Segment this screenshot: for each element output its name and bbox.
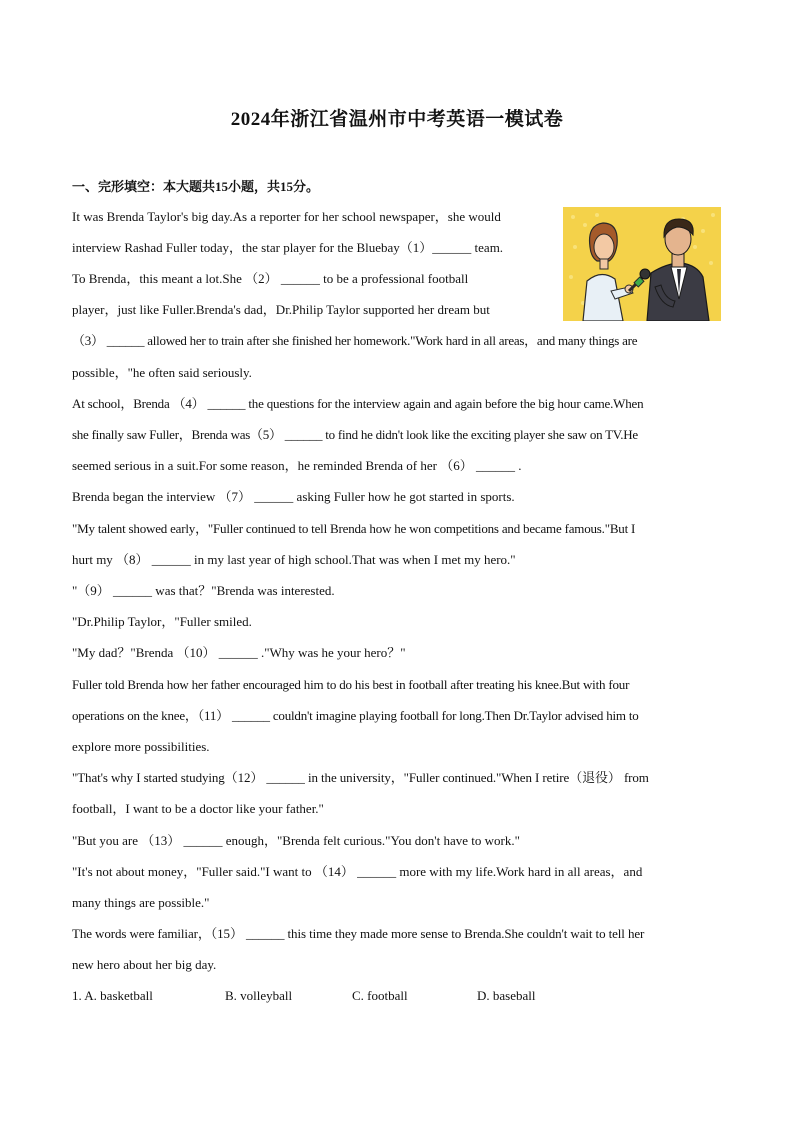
passage-line: player，just like Fuller.Brenda's dad，Dr.Philip Taylor supported her dream but <box>72 302 490 317</box>
passage-line: （3） ______ allowed her to train after she finished her homework."Work hard in all areas，and many things are <box>72 333 638 348</box>
passage-line: To Brenda，this meant a lot.She （2） ______ to be a professional football <box>72 271 469 286</box>
passage-line: possible，"he often said seriously. <box>72 365 252 380</box>
passage-line: hurt my （8） ______ in my last year of high school.That was when I met my hero." <box>72 552 516 567</box>
passage-line: she finally saw Fuller，Brenda was（5） ______ to find he didn't look like the exciting player she saw on TV.He <box>72 427 638 442</box>
passage-line: seemed serious in a suit.For some reason，he reminded Brenda of her （6） ______ . <box>72 458 522 473</box>
passage-line: The words were familiar，（15） ______ this time they made more sense to Brenda.She couldn't wait to tell her <box>72 926 645 941</box>
passage-line: "Dr.Philip Taylor，"Fuller smiled. <box>72 614 252 629</box>
interview-illustration <box>563 207 721 321</box>
section-heading: 一、完形填空：本大题共15小题，共15分。 <box>72 179 320 194</box>
passage-line: interview Rashad Fuller today，the star player for the Bluebay（1）______ team. <box>72 240 504 255</box>
passage-line: operations on the knee，（11） ______ couldn't imagine playing football for long.Then Dr.Taylor advised him to <box>72 708 639 723</box>
passage-line: football，I want to be a doctor like your father." <box>72 801 324 816</box>
question-1-option-d: D. baseball <box>477 988 536 1003</box>
question-1-option-b: B. volleyball <box>225 988 293 1003</box>
passage-line: new hero about her big day. <box>72 957 217 972</box>
passage-line: explore more possibilities. <box>72 739 210 754</box>
passage-line: Fuller told Brenda how her father encouraged him to do his best in football after treating his knee.But with four <box>72 677 630 692</box>
passage-line: It was Brenda Taylor's big day.As a reporter for her school newspaper，she would <box>72 209 501 224</box>
passage-line: "（9） ______ was that？"Brenda was interested. <box>72 583 335 598</box>
passage-line: "But you are （13） ______ enough，"Brenda felt curious."You don't have to work." <box>72 833 520 848</box>
passage-line: "My dad？"Brenda （10） ______ ."Why was he your hero？" <box>72 645 406 660</box>
passage-line: "That's why I started studying（12） ______ in the university，"Fuller continued."When I retire（退役） from <box>72 770 649 785</box>
passage-line: Brenda began the interview （7） ______ asking Fuller how he got started in sports. <box>72 489 515 504</box>
passage-line: "My talent showed early，"Fuller continued to tell Brenda how he won competitions and became famous."But I <box>72 521 636 536</box>
question-1-option-c: C. football <box>352 988 408 1003</box>
passage-line: "It's not about money，"Fuller said."I want to （14） ______ more with my life.Work hard in all areas，and <box>72 864 643 879</box>
passage-line: At school，Brenda （4） ______ the questions for the interview again and again before the big hour came.When <box>72 396 644 411</box>
passage-line: many things are possible." <box>72 895 210 910</box>
question-1-option-a: 1. A. basketball <box>72 988 153 1003</box>
page-title: 2024年浙江省温州市中考英语一模试卷 <box>230 109 564 130</box>
